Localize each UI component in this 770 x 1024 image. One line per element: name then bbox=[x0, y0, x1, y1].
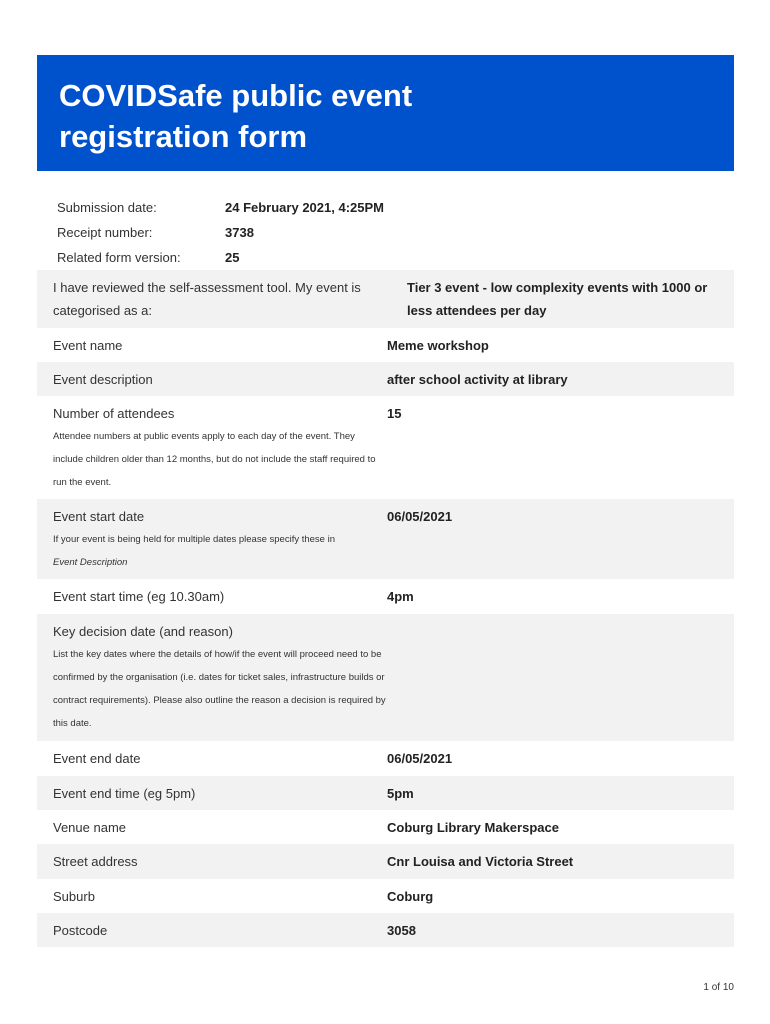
field-value: Coburg bbox=[387, 889, 434, 904]
field-help-text-main: If your event is being held for multiple dates please specify these in bbox=[53, 534, 335, 545]
submission-meta bbox=[57, 195, 717, 270]
row-venue-name bbox=[37, 810, 734, 844]
row-event-description bbox=[37, 362, 734, 396]
field-label: Event start time (eg 10.30am) bbox=[53, 589, 225, 604]
field-value: 15 bbox=[387, 406, 402, 421]
form-version-row bbox=[57, 245, 717, 270]
field-label: Event end date bbox=[53, 751, 141, 766]
field-label: Event start date bbox=[53, 509, 145, 524]
field-value: Cnr Louisa and Victoria Street bbox=[387, 854, 574, 869]
field-label: Event description bbox=[53, 372, 153, 387]
row-event-start-date bbox=[37, 499, 734, 579]
field-value: 06/05/2021 bbox=[387, 509, 453, 524]
row-event-start-time bbox=[37, 579, 734, 614]
page-title: COVIDSafe public event registration form bbox=[59, 78, 413, 154]
row-suburb bbox=[37, 879, 734, 913]
page-number: 1 of 10 bbox=[703, 982, 734, 993]
field-label: Suburb bbox=[53, 889, 95, 904]
form-version-label: Related form version: bbox=[57, 250, 181, 265]
form-responses bbox=[37, 270, 734, 947]
form-version-value: 25 bbox=[225, 250, 240, 265]
field-label: I have reviewed the self-assessment tool. My event is categorised as a: bbox=[53, 280, 361, 318]
row-event-name bbox=[37, 328, 734, 362]
field-value: 5pm bbox=[387, 786, 414, 801]
field-label: Postcode bbox=[53, 923, 108, 938]
receipt-number-row bbox=[57, 220, 717, 245]
row-street-address bbox=[37, 844, 734, 879]
field-help-text-emphasis: Event Description bbox=[53, 557, 128, 568]
field-value bbox=[387, 614, 724, 741]
field-value: Meme workshop bbox=[387, 338, 489, 353]
receipt-number-label: Receipt number: bbox=[57, 225, 153, 240]
field-help-text: List the key dates where the details of how/if the event will proceed need to be confirmed by the organisation (i.e. dates for ticket sales, infrastructure builds or contract requirements). Please also outline the reason a decision is required by this date. bbox=[53, 649, 386, 729]
field-label: Key decision date (and reason) bbox=[53, 624, 233, 639]
field-value: 4pm bbox=[387, 589, 414, 604]
field-value: after school activity at library bbox=[387, 372, 568, 387]
field-label: Event name bbox=[53, 338, 123, 353]
field-label: Venue name bbox=[53, 820, 127, 835]
receipt-number-value: 3738 bbox=[225, 225, 254, 240]
field-value: 3058 bbox=[387, 923, 416, 938]
form-header bbox=[37, 55, 734, 171]
submission-date-label: Submission date: bbox=[57, 200, 157, 215]
field-value: Coburg Library Makerspace bbox=[387, 820, 559, 835]
field-label: Event end time (eg 5pm) bbox=[53, 786, 196, 801]
field-value: Tier 3 event - low complexity events with 1000 or less attendees per day bbox=[407, 280, 708, 318]
field-value: 06/05/2021 bbox=[387, 751, 453, 766]
field-help-text: Attendee numbers at public events apply to each day of the event. They include children older than 12 months, but do not include the staff required to run the event. bbox=[53, 431, 376, 488]
field-help-text bbox=[53, 528, 387, 574]
submission-date-value: 24 February 2021, 4:25PM bbox=[225, 200, 384, 215]
row-key-decision-date bbox=[37, 614, 734, 741]
row-postcode bbox=[37, 913, 734, 947]
row-event-end-date bbox=[37, 741, 734, 776]
row-number-of-attendees bbox=[37, 396, 734, 499]
field-label: Street address bbox=[53, 854, 138, 869]
field-label: Number of attendees bbox=[53, 406, 175, 421]
submission-date-row bbox=[57, 195, 717, 220]
row-event-end-time bbox=[37, 776, 734, 810]
row-event-tier bbox=[37, 270, 734, 328]
